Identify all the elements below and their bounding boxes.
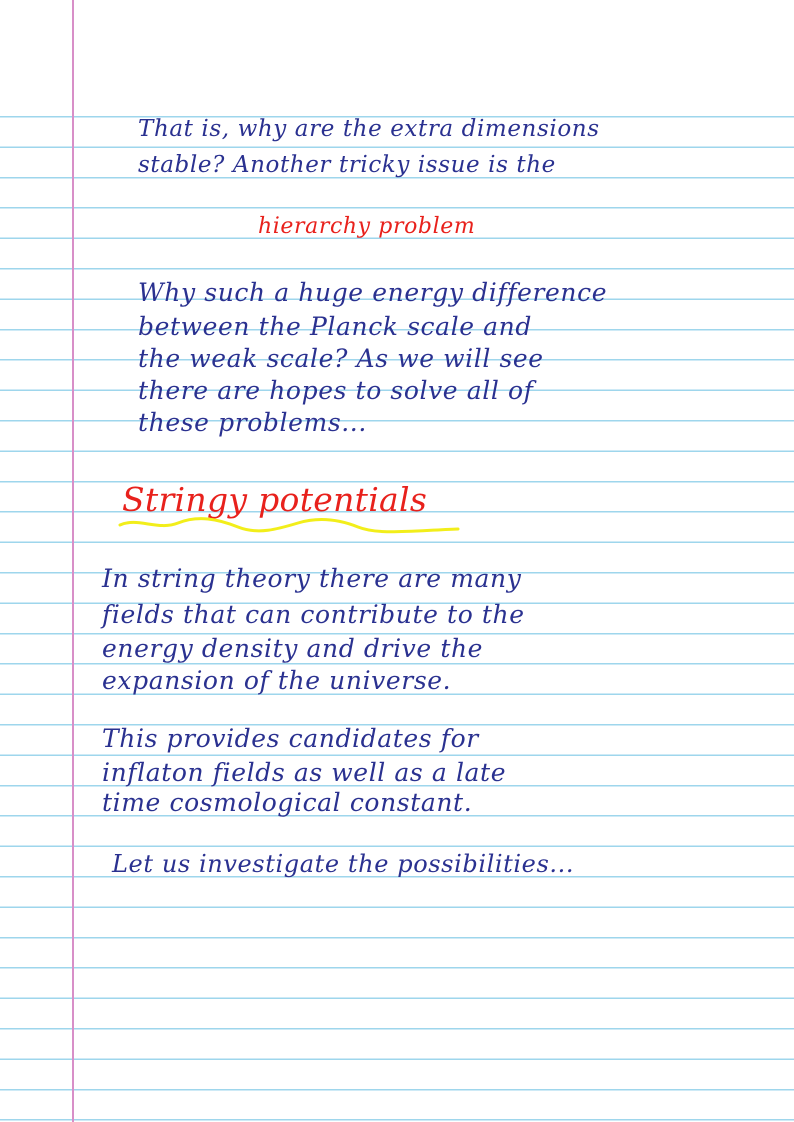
para2-line1: Why such a huge energy difference xyxy=(138,278,608,307)
heading-underline xyxy=(118,515,463,537)
para3-line4: expansion of the universe. xyxy=(102,666,452,695)
para1-line2: stable? Another tricky issue is the xyxy=(138,152,556,178)
page-top-margin xyxy=(0,0,794,110)
para2-line3: the weak scale? As we will see xyxy=(138,344,544,373)
para4-line2: inflaton fields as well as a late xyxy=(102,758,507,787)
para4-line1: This provides candidates for xyxy=(102,724,479,753)
para3-line3: energy density and drive the xyxy=(102,634,484,663)
para2-line5: these problems... xyxy=(138,408,367,437)
para3-line2: fields that can contribute to the xyxy=(102,600,525,629)
subheading-hierarchy-problem: hierarchy problem xyxy=(258,214,476,239)
para4-line3: time cosmological constant. xyxy=(102,788,473,817)
margin-rule xyxy=(72,0,74,1122)
para5-line1: Let us investigate the possibilities... xyxy=(112,850,575,878)
para1-line1: That is, why are the extra dimensions xyxy=(138,116,600,142)
para2-line4: there are hopes to solve all of xyxy=(138,376,534,405)
para2-line2: between the Planck scale and xyxy=(138,312,532,341)
section-heading: Stringy potentials xyxy=(122,480,428,519)
para3-line1: In string theory there are many xyxy=(102,564,522,593)
